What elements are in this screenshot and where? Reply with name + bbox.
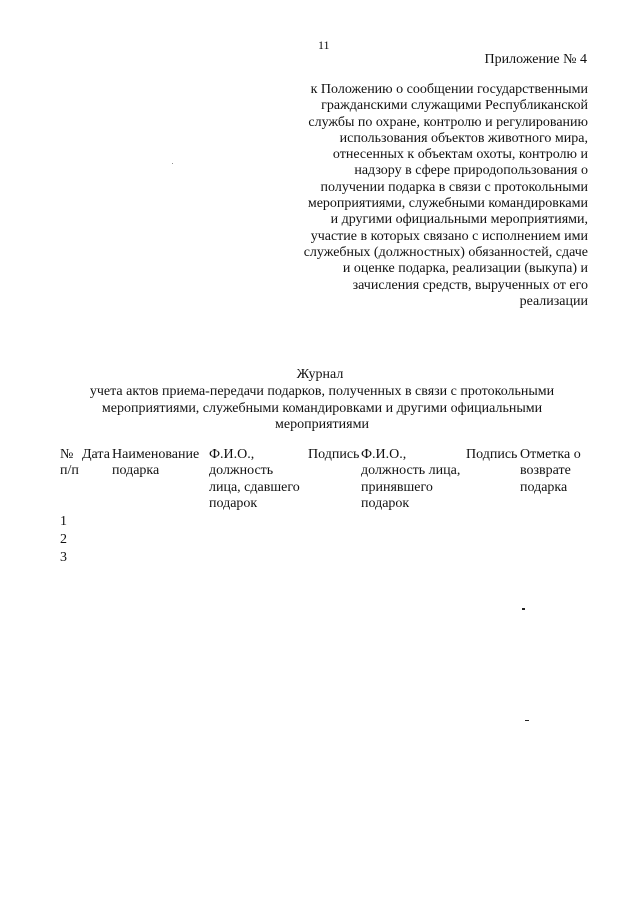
header-giver [209,447,309,512]
journal-subtitle-line: учета актов приема-передачи подарков, полученных в связи с протокольными [89,384,555,399]
appendix-line: зачисления средств, вырученных от его [352,277,588,293]
journal-subtitle-line: мероприятиями, служебными командировками и другими официальными [101,400,543,416]
scan-speck [172,163,173,164]
table-row-number: 3 [60,550,67,565]
appendix-line: мероприятиями, служебными командировками [307,196,588,212]
appendix-line: реализации [519,293,588,309]
header-line: должность лица, [361,463,461,479]
appendix-line: использования объектов животного мира, [339,130,588,146]
header-line: подарок [361,495,410,511]
appendix-line: к Положению о сообщении государственными [310,82,588,97]
header-line: Дата [82,447,110,462]
header-line: подарка [520,479,568,495]
journal-subtitle [80,384,564,434]
header-line: должность [209,463,274,479]
appendix-line: надзору в сфере природопользования о [354,163,588,179]
appendix-line: службы по охране, контролю и регулированию [308,114,588,130]
appendix-text [228,82,588,310]
header-number [60,447,84,480]
header-line: Подпись [308,447,360,462]
header-line: Подпись [466,447,518,462]
appendix-line: гражданскими служащими Республиканской [321,98,588,114]
header-receiver [361,447,471,512]
journal-subtitle-line: мероприятиями [275,417,369,432]
header-line: подарок [209,495,258,511]
appendix-line: служебных (должностных) обязанностей, сдаче [303,244,588,260]
appendix-line: и оценке подарка, реализации (выкупа) и [342,261,588,277]
header-signature-giver [308,447,364,463]
appendix-line: участие в которых связано с исполнением ими [310,228,588,244]
header-date [82,447,114,463]
header-line: принявшего [361,479,433,495]
header-return-mark [520,447,600,496]
page-number: 11 [318,38,330,52]
appendix-line: и другими официальными мероприятиями, [330,212,588,228]
header-line: Отметка о [520,447,581,462]
header-line: Ф.И.О., [361,447,407,462]
appendix-line: отнесенных к объектам охоты, контролю и [332,147,588,163]
header-signature-receiver [466,447,522,463]
register-table-header [60,447,600,522]
header-line: № [60,447,74,462]
table-row-number: 1 [60,514,67,529]
header-line: Наименование [112,447,200,462]
scan-speck [525,720,529,721]
header-line: Ф.И.О., [209,447,255,462]
table-row-number: 2 [60,532,67,547]
header-line: подарка [112,463,160,479]
scan-speck [522,608,525,610]
header-line: возврате [520,463,571,479]
header-line: лица, сдавшего [209,479,300,495]
header-line: п/п [60,463,79,479]
appendix-label: Приложение № 4 [484,52,587,67]
journal-title: Журнал [296,367,344,382]
appendix-line: получении подарка в связи с протокольными [320,179,588,195]
header-gift-name [112,447,200,480]
